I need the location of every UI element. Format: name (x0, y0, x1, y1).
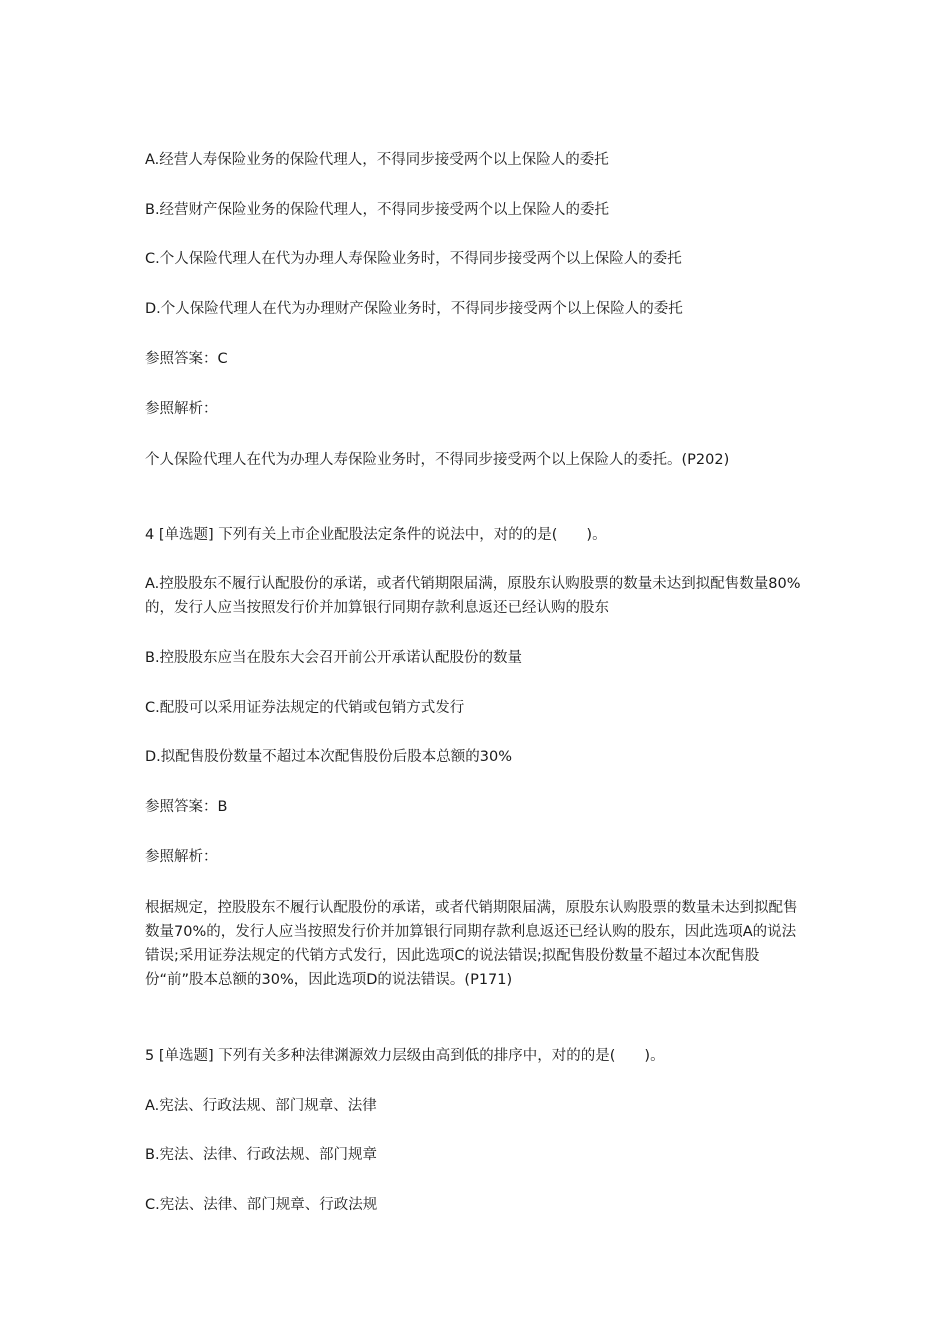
q4-analysis-text: 根据规定，控股股东不履行认配股份的承诺，或者代销期限届满，原股东认购股票的数量未达到拟配售数量70%的，发行人应当按照发行价并加算银行同期存款利息返还已经认购的股东，因此选项A的说法错误;采用证券法规定的代销方式发行，因此选项C的说法错误;拟配售股份数量不超过本次配售股份“前”股本总额的30%，因此选项D的说法错误。(P171) (145, 900, 798, 988)
q4-answer: 参照答案：B (145, 799, 228, 815)
q4-option-d: D.拟配售股份数量不超过本次配售股份后股本总额的30% (145, 749, 513, 765)
q4-option-b: B.控股股东应当在股东大会召开前公开承诺认配股份的数量 (145, 650, 523, 666)
q4-option-c: C.配股可以采用证券法规定的代销或包销方式发行 (145, 700, 465, 716)
q4-option-a: A.控股股东不履行认配股份的承诺，或者代销期限届满，原股东认购股票的数量未达到拟配售数量80%的，发行人应当按照发行价并加算银行同期存款利息返还已经认购的股东 (145, 576, 801, 616)
q3-option-a: A.经营人寿保险业务的保险代理人，不得同步接受两个以上保险人的委托 (145, 152, 609, 168)
q3-option-d: D.个人保险代理人在代为办理财产保险业务时，不得同步接受两个以上保险人的委托 (145, 301, 683, 317)
q5-option-a: A.宪法、行政法规、部门规章、法律 (145, 1098, 377, 1114)
q5-option-c: C.宪法、法律、部门规章、行政法规 (145, 1197, 378, 1213)
q4-analysis-label: 参照解析： (145, 849, 218, 865)
q5-question: 5 [单选题] 下列有关多种法律渊源效力层级由高到低的排序中，对的的是( )。 (145, 1048, 665, 1064)
q5-option-b: B.宪法、法律、行政法规、部门规章 (145, 1147, 378, 1163)
q3-option-b: B.经营财产保险业务的保险代理人，不得同步接受两个以上保险人的委托 (145, 202, 610, 218)
q3-option-c: C.个人保险代理人在代为办理人寿保险业务时，不得同步接受两个以上保险人的委托 (145, 251, 682, 267)
q3-analysis-label: 参照解析： (145, 401, 218, 417)
q3-answer: 参照答案：C (145, 351, 228, 367)
q4-question: 4 [单选题] 下列有关上市企业配股法定条件的说法中，对的的是( )。 (145, 527, 607, 543)
q3-analysis-text: 个人保险代理人在代为办理人寿保险业务时，不得同步接受两个以上保险人的委托。(P202) (145, 452, 730, 468)
